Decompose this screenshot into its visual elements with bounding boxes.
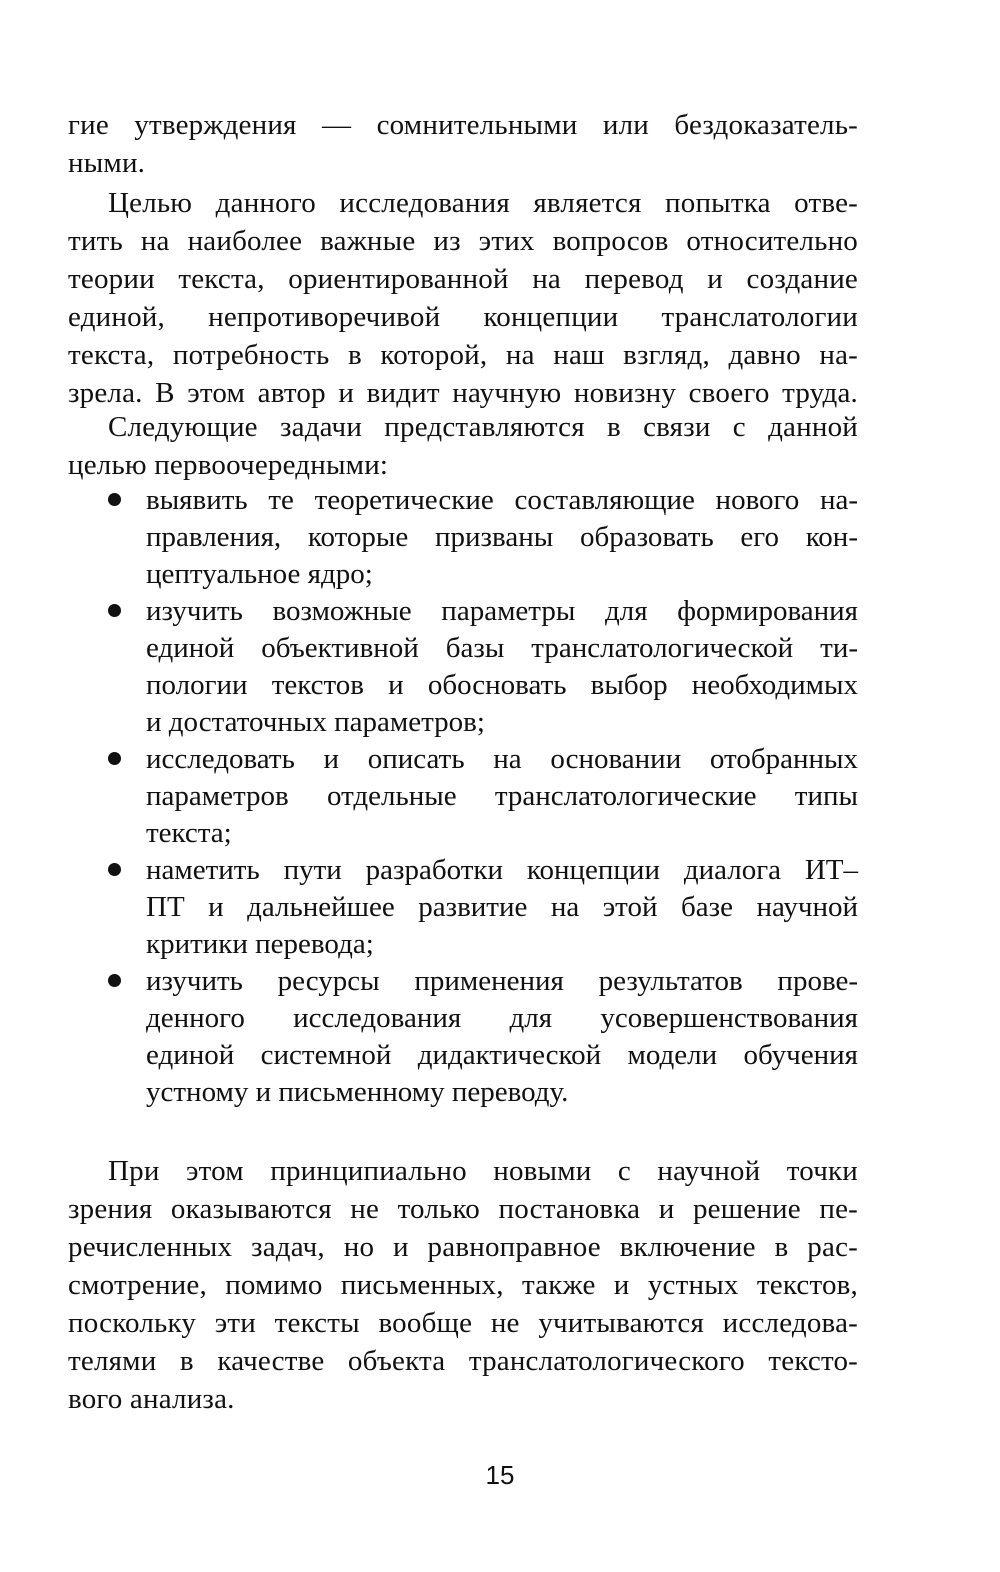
tasks-intro-paragraph [68, 408, 858, 484]
text-line: тить на наиболее важные из этих вопросов относительно [68, 225, 858, 257]
text-line: вого анализа. [68, 1383, 235, 1415]
text-line: правления, которые призваны образовать его кон- [146, 521, 858, 553]
bullet-icon [108, 863, 121, 876]
list-item [68, 593, 858, 741]
text-line: зрела. В этом автор и видит научную новизну своего труда. [68, 377, 858, 409]
text-line: параметров отдельные транслатологические типы [146, 780, 858, 812]
intro-paragraph [68, 106, 858, 182]
bullet-icon [108, 493, 121, 506]
text-line: целью первоочередными: [68, 449, 389, 481]
page-number: 15 [485, 1460, 515, 1490]
text-line: наметить пути разработки концепции диалога ИТ– [146, 854, 858, 886]
text-line: пологии текстов и обосновать выбор необходимых [146, 669, 858, 701]
text-line: изучить возможные параметры для формирования [146, 595, 858, 627]
text-line: ПТ и дальнейшее развитие на этой базе научной [146, 891, 858, 923]
text-line: единой системной дидактической модели обучения [146, 1039, 858, 1071]
text-line: При этом принципиально новыми с научной точки [108, 1155, 858, 1187]
bullet-icon [108, 604, 121, 617]
goal-paragraph [68, 184, 858, 412]
bullet-icon [108, 974, 121, 987]
text-line: единой объективной базы транслатологической ти- [146, 632, 858, 664]
novelty-paragraph [68, 1152, 858, 1418]
text-line: ными. [68, 147, 146, 179]
text-line: зрения оказываются не только постановка и решение пе- [68, 1193, 858, 1225]
text-line: изучить ресурсы применения результатов прове- [146, 965, 858, 997]
text-line: критики перевода; [146, 928, 374, 960]
list-item [68, 963, 858, 1111]
list-item [68, 741, 858, 852]
text-line: единой, непротиворечивой концепции транслатологии [68, 301, 858, 333]
text-line: и достаточных параметров; [146, 706, 485, 738]
text-line: устному и письменному переводу. [146, 1076, 569, 1108]
text-line: поскольку эти тексты вообще не учитываются исследова- [68, 1307, 858, 1339]
list-item [68, 482, 858, 593]
text-line: речисленных задач, но и равноправное включение в рас- [68, 1231, 858, 1263]
text-line: текста, потребность в которой, на наш взгляд, давно на- [68, 339, 858, 371]
text-line: выявить те теоретические составляющие нового на- [146, 484, 858, 516]
text-line: теории текста, ориентированной на перевод и создание [68, 263, 858, 295]
text-line: Следующие задачи представляются в связи с данной [108, 411, 858, 443]
text-line: исследовать и описать на основании отобранных [146, 743, 858, 775]
text-line: текста; [146, 817, 232, 849]
text-line: денного исследования для усовершенствования [146, 1002, 858, 1034]
text-line: телями в качестве объекта транслатологического тексто- [68, 1345, 858, 1377]
text-line: смотрение, помимо письменных, также и устных текстов, [68, 1269, 858, 1301]
bullet-icon [108, 752, 121, 765]
text-line: гие утверждения — сомнительными или бездоказатель- [68, 109, 858, 141]
text-line: Целью данного исследования является попытка отве- [108, 187, 858, 219]
list-item [68, 852, 858, 963]
text-line: цептуальное ядро; [146, 558, 373, 590]
tasks-bullet-list [68, 482, 858, 1111]
